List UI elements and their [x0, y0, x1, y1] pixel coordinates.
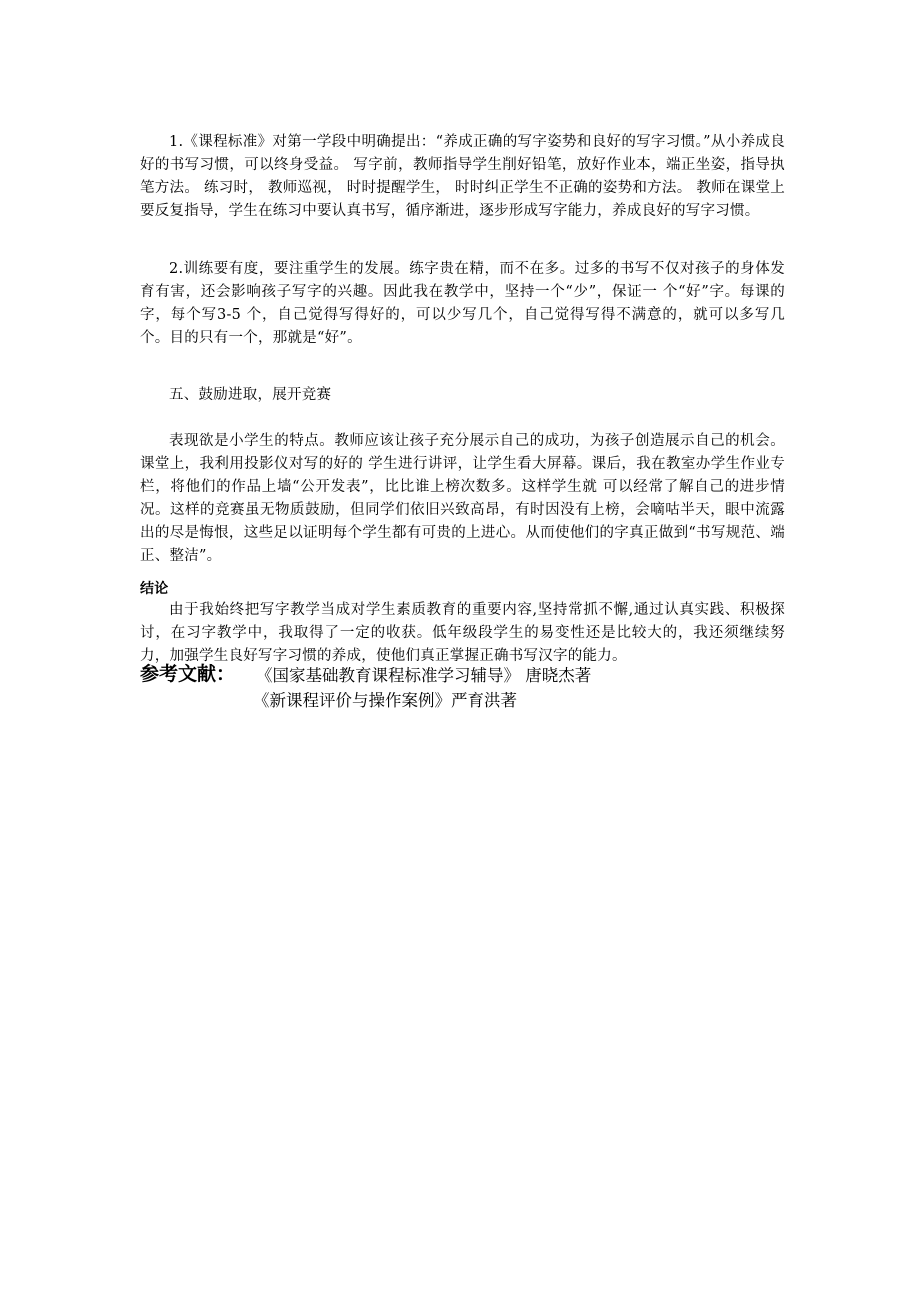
- references-label: 参考文献：: [140, 663, 236, 685]
- paragraph-writing-habits: 1.《课程标准》对第一学段中明确提出：“养成正确的写字姿势和良好的写字习惯。”从小养成良好的书写习惯，可以终身受益。 写字前，教师指导学生削好铅笔，放好作业本，端正坐姿，指导执笔方法。 练习时， 教师巡视， 时时提醒学生， 时时纠正学生不正确的姿势和方法。 教师在课堂上要反复指导，学生在练习中要认真书写，循序渐进，逐步形成写字能力，养成良好的写字习惯。: [140, 134, 785, 219]
- reference-item: 《新课程评价与操作案例》严育洪著: [253, 691, 517, 710]
- reference-item: 《国家基础教育课程标准学习辅导》 唐晓杰著: [256, 666, 592, 685]
- paragraph-competition: 表现欲是小学生的特点。教师应该让孩子充分展示自己的成功，为孩子创造展示自己的机会。课堂上，我利用投影仪对写的好的 学生进行讲评，让学生看大屏幕。课后，我在教室办学生作业专栏，将他们的作品上墙“公开发表”，比比谁上榜次数多。这样学生就 可以经常了解自己的进步情况。这样的竞赛虽无物质鼓励，但同学们依旧兴致高昂，有时因没有上榜，会嘀咕半天，眼中流露出的尽是悔恨，这些足以证明每个学生都有可贵的上进心。从而使他们的字真正做到“书写规范、端正、整洁”。: [140, 433, 785, 564]
- conclusion-heading: 结论: [140, 581, 169, 597]
- paragraph-training-degree: 2.训练要有度，要注重学生的发展。练字贵在精，而不在多。过多的书写不仅对孩子的身体发育有害，还会影响孩子写字的兴趣。因此我在教学中，坚持一个“少”，保证一 个“好”字。每课的字，每个写3-5 个，自己觉得写得好的，可以少写几个，自己觉得写得不满意的，就可以多写几个。目的只有一个，那就是“好”。: [140, 261, 785, 346]
- section-heading-encourage: 五、鼓励进取，展开竞赛: [169, 387, 332, 403]
- paragraph-conclusion: 由于我始终把写字教学当成对学生素质教育的重要内容,坚持常抓不懈,通过认真实践、积极探讨，在习字教学中，我取得了一定的收获。低年级段学生的易变性还是比较大的，我还须继续努力，加强学生良好写字习惯的养成，使他们真正掌握正确书写汉字的能力。: [140, 602, 785, 664]
